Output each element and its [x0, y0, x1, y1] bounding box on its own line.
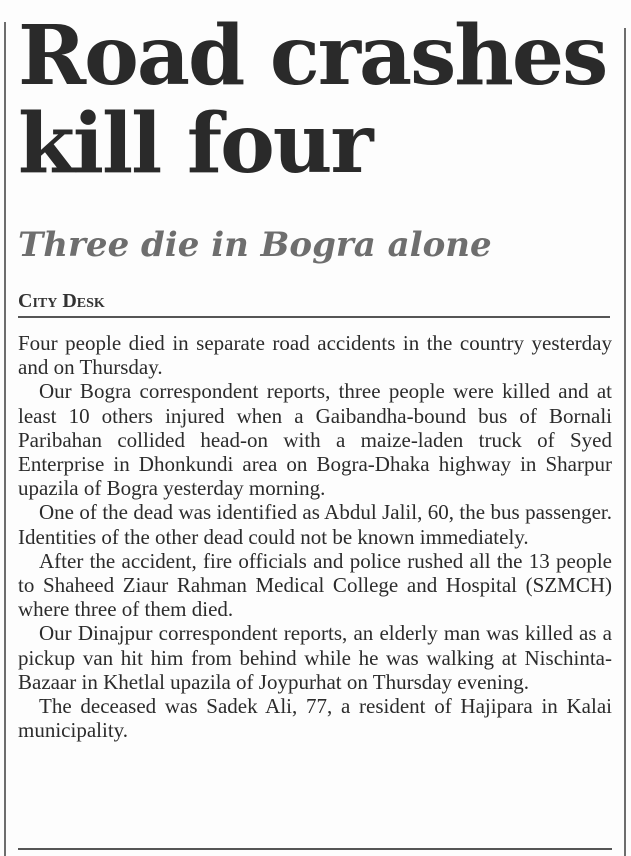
paragraph-2: Our Bogra correspondent reports, three people were killed and at least 10 others injured when a Gaibandha-bound bus of Bornali Paribahan collided head-on with a maize-laden truck of Syed Enterprise in Dhonkundi area on Bogra-Dhaka highway in Sharpur upazila of Bogra yesterday morning. — [18, 379, 612, 501]
article-body — [18, 331, 612, 742]
paragraph-4: After the accident, fire officials and police rushed all the 13 people to Shaheed Ziaur Rahman Medical College and Hospital (SZMCH) where three of them died. — [18, 548, 612, 622]
paragraph-6: The deceased was Sadek Ali, 77, a resident of Hajipara in Kalai municipality. — [18, 694, 612, 743]
paragraph-1: Four people died in separate road accidents in the country yesterday and on Thursday. — [18, 331, 612, 380]
paragraph-5: Our Dinajpur correspondent reports, an elderly man was killed as a pickup van hit him from behind while he was walking at Nischinta-Bazaar in Khetlal upazila of Joypurhat on Thursday evening. — [18, 621, 612, 694]
byline-divider — [18, 316, 610, 318]
bottom-divider — [18, 848, 612, 850]
subheadline: Three die in Bogra alone — [18, 225, 492, 265]
byline: City Desk — [18, 290, 105, 312]
right-column-rule — [624, 28, 626, 856]
headline: Road crashes kill four — [18, 8, 607, 192]
left-column-rule — [4, 22, 6, 856]
paragraph-3: One of the dead was identified as Abdul Jalil, 60, the bus passenger. Identities of the other dead could not be known immediately. — [18, 500, 612, 549]
